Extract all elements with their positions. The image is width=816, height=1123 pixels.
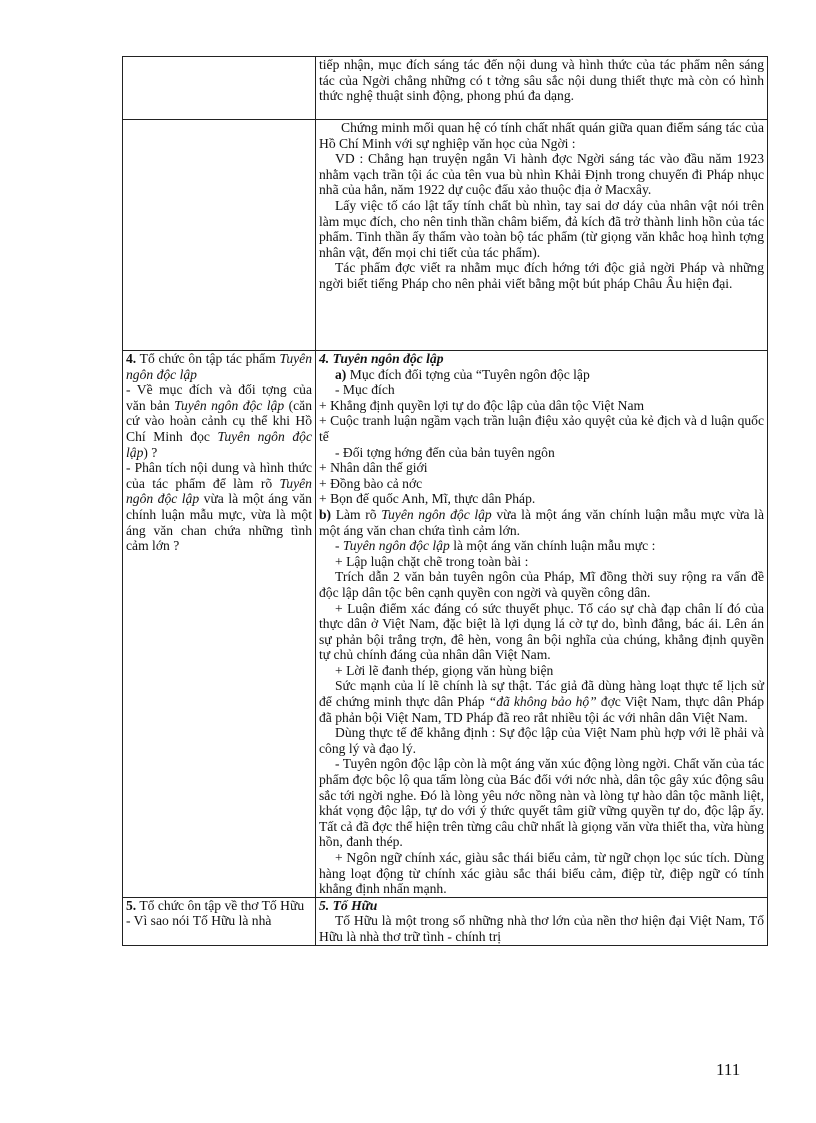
table-cell-left: [123, 57, 316, 120]
section-heading-4: 4. Tổ chức ôn tập tác phẩm Tuyên ngôn độc lập: [126, 351, 312, 382]
paragraph: Tác phẩm đợc viết ra nhằm mục đích hớng tới độc giả ngời Pháp và những ngời biết tiếng Pháp cho nên phải viết bằng một bút pháp Châu Âu hiện đại.: [319, 260, 764, 291]
list-item: + Bọn đế quốc Anh, Mĩ, thực dân Pháp.: [319, 491, 536, 507]
paragraph: - Tuyên ngôn độc lập là một áng văn chính luận mẫu mực :: [335, 538, 656, 554]
table-cell-right: [316, 351, 768, 898]
table-row: [123, 897, 768, 945]
list-item: + Cuộc tranh luận ngầm vạch trần luận điệu xảo quyệt của kẻ địch và d luận quốc tế: [319, 413, 764, 444]
table-row: [123, 351, 768, 898]
paragraph: Tố Hữu là một trong số những nhà thơ lớn của nền thơ hiện đại Việt Nam, Tố Hữu là nhà thơ trữ tình - chính trị: [319, 913, 764, 944]
question-1: - Vì sao nói Tố Hữu là nhà: [126, 913, 272, 929]
list-item: + Lập luận chặt chẽ trong toàn bài :: [335, 553, 529, 569]
table-cell-right: [316, 897, 768, 945]
section-heading-5: 5. Tổ chức ôn tập về thơ Tố Hữu: [126, 897, 305, 913]
table-row: [123, 120, 768, 351]
paragraph: tiếp nhận, mục đích sáng tác đến nội dung và hình thức của tác phẩm nên sáng tác của Ngời chẳng những có t tởng sâu sắc nội dung thiết thực mà còn có hình thức nghệ thuật sinh động, phong phú đa dạng.: [319, 57, 764, 104]
section-title: 4. Tuyên ngôn độc lập: [319, 351, 444, 366]
list-item: - Đối tợng hớng đến của bản tuyên ngôn: [335, 444, 555, 460]
paragraph: Lấy việc tố cáo lật tẩy tính chất bù nhìn, tay sai dơ dáy của nhân vật nói trên làm mục đích, cho nên tinh thần châm biếm, đả kích đã trở thành linh hồn của tác phẩm. Tinh thần ấy thấm vào toàn bộ tác phẩm (từ giọng văn khắc hoạ hình tợng nhân vật, đến mọi chi tiết của tác phẩm).: [319, 197, 764, 260]
list-item: + Nhân dân thế giới: [319, 460, 428, 476]
table-cell-right: [316, 120, 768, 351]
paragraph: + Luận điểm xác đáng có sức thuyết phục. Tố cáo sự chà đạp chân lí đó của thực dân ở Việt Nam, đặc biệt là lợi dụng lá cờ tự do, bình đẳng, bác ái. Lên án sự phản bội trắng trợn, đê hèn, vong ân bội nghĩa của chúng, khẳng định quyền tự chủ chính đáng của nhân dân Việt Nam.: [319, 600, 764, 663]
question-1: - Về mục đích và đối tợng của văn bản Tuyên ngôn độc lập (căn cứ vào hoàn cảnh cụ thể khi Hồ Chí Minh đọc Tuyên ngôn độc lập) ?: [126, 382, 312, 460]
table-cell-left: [123, 120, 316, 351]
list-item: + Khẳng định quyền lợi tự do độc lập của dân tộc Việt Nam: [319, 397, 645, 413]
table-row: [123, 57, 768, 120]
table-cell-left: [123, 351, 316, 898]
question-2: - Phân tích nội dung và hình thức của tác phẩm để làm rõ Tuyên ngôn độc lập vừa là một áng văn chính luận mẫu mực, vừa là một áng văn chan chứa những tình cảm lớn ?: [126, 460, 312, 554]
subheading-a: a) Mục đích đối tợng của “Tuyên ngôn độc lập: [335, 366, 590, 382]
page: [122, 56, 768, 946]
list-item: - Mục đích: [335, 382, 395, 398]
table-cell-left: [123, 897, 316, 945]
subheading-b: b) Làm rõ Tuyên ngôn độc lập vừa là một áng văn chính luận mẫu mực vừa là một áng văn chan chứa tình cảm lớn.: [319, 506, 764, 538]
paragraph: VD : Chẳng hạn truyện ngắn Vi hành đợc Ngời sáng tác vào đầu năm 1923 nhằm vạch trần tội ác của tên vua bù nhìn Khải Định trong chuyến đi Pháp nhục nhã của hắn, năm 1922 dự cuộc đấu xảo thuộc địa ở Macxây.: [319, 151, 764, 198]
page-number: 111: [716, 1060, 741, 1079]
lesson-table: [122, 56, 768, 946]
paragraph: Dùng thực tế để khẳng định : Sự độc lập của Việt Nam phù hợp với lẽ phải và công lý và đạo lý.: [319, 725, 764, 756]
paragraph: - Tuyên ngôn độc lập còn là một áng văn xúc động lòng ngời. Chất văn của tác phẩm đợc bộc lộ qua tấm lòng của Bác đối với nớc nhà, dân tộc gây xúc động sâu sắc tới ngời nghe. Đó là lòng yêu nớc nồng nàn và lòng tự hào dân tộc mãnh liệt, khát vọng độc lập, tự do với ý thức quyết tâm giữ vững quyền tự do, độc lập ấy. Tất cả đã đợc thể hiện trên từng câu chữ nhất là giọng văn vừa thiết tha, vừa hùng hồn, đanh thép.: [319, 756, 764, 850]
paragraph: Sức mạnh của lí lẽ chính là sự thật. Tác giả đã dùng hàng loạt thực tế lịch sử để chứng minh thực dân Pháp “đã không bảo hộ” đợc Việt Nam, thực dân Pháp đã phản bội Việt Nam, TD Pháp đã reo rắt nhiều tội ác với nhân dân Việt Nam.: [319, 678, 764, 725]
list-item: + Đồng bào cả nớc: [319, 475, 423, 491]
paragraph: + Ngôn ngữ chính xác, giàu sắc thái biểu cảm, từ ngữ chọn lọc súc tích. Dùng hàng loạt động từ chính xác giàu sắc thái biểu cảm, điệp từ, điệp ngữ có tính khẳng định nhấn mạnh.: [319, 850, 764, 897]
list-item: + Lời lẽ đanh thép, giọng văn hùng biện: [335, 662, 554, 678]
table-cell-right: [316, 57, 768, 120]
paragraph: Chứng minh mối quan hệ có tính chất nhất quán giữa quan điểm sáng tác của Hồ Chí Minh với sự nghiệp văn học của Ngời :: [319, 120, 764, 151]
paragraph: Trích dẫn 2 văn bản tuyên ngôn của Pháp, Mĩ đồng thời suy rộng ra vấn đề độc lập dân tộc bên cạnh quyền con ngời và quyền công dân.: [319, 569, 764, 600]
section-title: 5. Tố Hữu: [319, 897, 378, 913]
